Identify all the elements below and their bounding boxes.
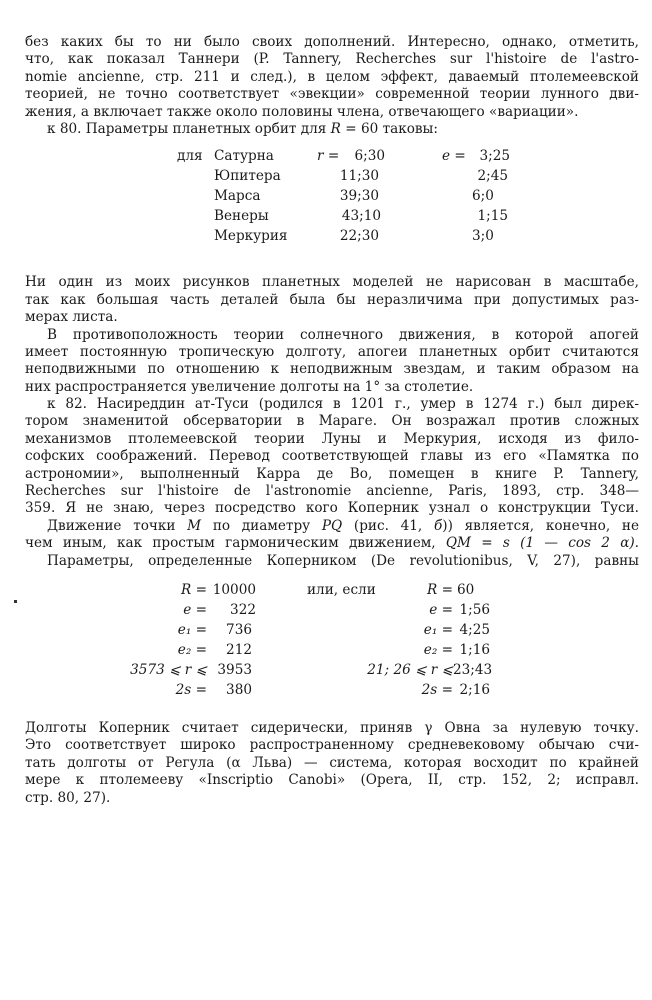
e-value: 6;0: [472, 188, 494, 205]
table-row: [25, 582, 639, 602]
planet-name: Сатурна: [214, 148, 274, 165]
value: 60: [457, 581, 475, 598]
paragraph-4: [25, 518, 639, 570]
text-line: [25, 518, 639, 535]
text-run: (рис. 41,: [342, 517, 434, 534]
print-speck: [14, 600, 17, 603]
copernicus-parameters-table: [25, 582, 639, 700]
lhs: e =: [429, 601, 453, 618]
lhs: e =: [183, 601, 207, 618]
text-line: стр. 80, 27).: [25, 789, 111, 806]
table-row: [25, 208, 639, 228]
r-value: 6;30: [354, 148, 385, 165]
value: 23;43: [453, 661, 493, 678]
value: 380: [226, 681, 252, 698]
planet-name: Венеры: [214, 208, 269, 225]
lhs: R =: [181, 581, 207, 598]
text-line: теорией, не точно соответствует «эвекции» современной теории лунного дви-: [25, 86, 639, 103]
planet-name: Меркурия: [214, 228, 288, 245]
text-line: что, как показал Таннери (P. Tannery, Recherches sur l'histoire de l'astro-: [25, 51, 639, 68]
lhs: e₂ =: [423, 641, 453, 658]
planet-parameters-table: [25, 148, 639, 260]
text-line: астрономии», выполненный Карра де Во, помещен в книге P. Tannery,: [25, 465, 639, 482]
r-value: 22;30: [339, 228, 379, 245]
paragraph-5: [25, 720, 639, 807]
page-body: [25, 34, 639, 807]
text-line: жения, а включает также около половины члена, отвечающего «вариации».: [25, 103, 579, 120]
table-row: [25, 682, 639, 702]
note-80: [25, 121, 639, 138]
table-row: [25, 642, 639, 662]
text-line: так как большая часть деталей была бы неразличима при допустимых раз-: [25, 291, 639, 308]
table-row: [25, 602, 639, 622]
lhs: R =: [427, 581, 453, 598]
text-line: Это соответствует широко распространенному средневековому обычаю счи-: [25, 737, 639, 754]
text-line: nomie ancienne, стр. 211 и след.), в целом эффект, даваемый птолемеевской: [25, 68, 639, 85]
value: 322: [230, 601, 256, 618]
e-value: 3;25: [479, 148, 510, 165]
table-row: [25, 168, 639, 188]
paragraph-2: [25, 274, 639, 326]
table-row: [25, 228, 639, 248]
planet-name: Марса: [214, 188, 261, 205]
r-value: 11;30: [339, 168, 379, 185]
lhs: e₂ =: [177, 641, 207, 658]
table-row: [25, 188, 639, 208]
note-80-prefix: к 80. Параметры планетных орбит для: [47, 120, 331, 137]
table-row: [25, 622, 639, 642]
value: 10000: [212, 581, 256, 598]
value: 736: [226, 621, 252, 638]
text-run: по диаметру: [201, 517, 322, 534]
text-line: Параметры, определенные Коперником (De revolutionibus, V, 27), равны: [47, 552, 639, 569]
note-82: [25, 396, 639, 518]
text-line: софских соображений. Перевод соответствующей главы из его «Памятка по: [25, 448, 639, 465]
formula: QM = s (1 — cos 2 α).: [445, 535, 639, 552]
text-line: неподвижными по отношению к неподвижным звездам, и таким образом на: [25, 361, 639, 378]
text-line: Recherches sur l'histoire de l'astronomie ancienne, Paris, 1893, стр. 348—: [25, 483, 639, 500]
text-run: )) является, конечно, не: [442, 517, 639, 534]
text-line: [25, 535, 639, 552]
r-value: 39;30: [339, 188, 379, 205]
paragraph-3: [25, 327, 639, 397]
text-line: Долготы Коперник считает сидерически, приняв γ Овна за нулевую точку.: [25, 719, 639, 736]
r-value: 43;10: [341, 208, 381, 225]
var-R: R: [330, 120, 341, 137]
text-run: чем иным, как простым гармоническим движением,: [25, 535, 446, 552]
text-line: имеет постоянную тропическую долготу, апогеи планетных орбит считаются: [25, 343, 639, 360]
table-row: [25, 148, 639, 168]
lhs: 3573 ⩽ r ⩽: [130, 661, 207, 678]
text-line: без каких бы то ни было своих дополнений. Интересно, однако, отметить,: [25, 34, 639, 50]
var-PQ: PQ: [321, 517, 343, 534]
text-line: тать долготы от Регула (α Льва) — система, которая восходит по крайней: [25, 754, 639, 771]
text-line: механизмов птолемеевской теории Луны и Меркурия, исходя из фило-: [25, 430, 639, 447]
text-line: тором знаменитой обсерватории в Мараге. Он возражал против сложных: [25, 413, 639, 430]
figure-letter: б: [433, 517, 443, 534]
text-line: мерах листа.: [25, 309, 118, 326]
text-line: Ни один из моих рисунков планетных моделей не нарисован в масштабе,: [25, 274, 639, 291]
lhs: 2s =: [175, 681, 207, 698]
text-line: 359. Я не знаю, через посредство кого Коперник узнал о конструкции Туси.: [25, 500, 639, 517]
value: 2;16: [459, 681, 490, 698]
value: 4;25: [459, 621, 490, 638]
e-label: e =: [442, 148, 466, 165]
planet-name: Юпитера: [214, 168, 281, 185]
var-M: M: [187, 517, 202, 534]
lhs: 21; 26 ⩽ r ⩽: [367, 661, 453, 678]
r-label: r =: [317, 148, 340, 165]
note-80-suffix: = 60 таковы:: [340, 120, 438, 137]
lhs: e₁ =: [177, 621, 207, 638]
paragraph-1: [25, 34, 639, 121]
e-value: 1;15: [477, 208, 508, 225]
text-run: Движение точки: [47, 517, 188, 534]
value: 3953: [217, 661, 252, 678]
text-line: мере к птолемееву «Inscriptio Canobi» (Opera, II, стр. 152, 2; исправл.: [25, 772, 639, 789]
text-line: них распространяется увеличение долготы на 1° за столетие.: [25, 378, 474, 395]
table-row: [25, 662, 639, 682]
value: 212: [226, 641, 252, 658]
lead-word: для: [177, 148, 203, 165]
lhs: 2s =: [421, 681, 453, 698]
value: 1;56: [459, 601, 490, 618]
value: 1;16: [459, 641, 490, 658]
lhs: e₁ =: [423, 621, 453, 638]
or-if: или, если: [307, 581, 376, 598]
text-line: к 82. Насиреддин ат-Туси (родился в 1201 г., умер в 1274 г.) был дирек-: [47, 396, 639, 413]
e-value: 2;45: [477, 168, 508, 185]
e-value: 3;0: [472, 228, 494, 245]
text-line: В противоположность теории солнечного движения, в которой апогей: [47, 326, 639, 343]
